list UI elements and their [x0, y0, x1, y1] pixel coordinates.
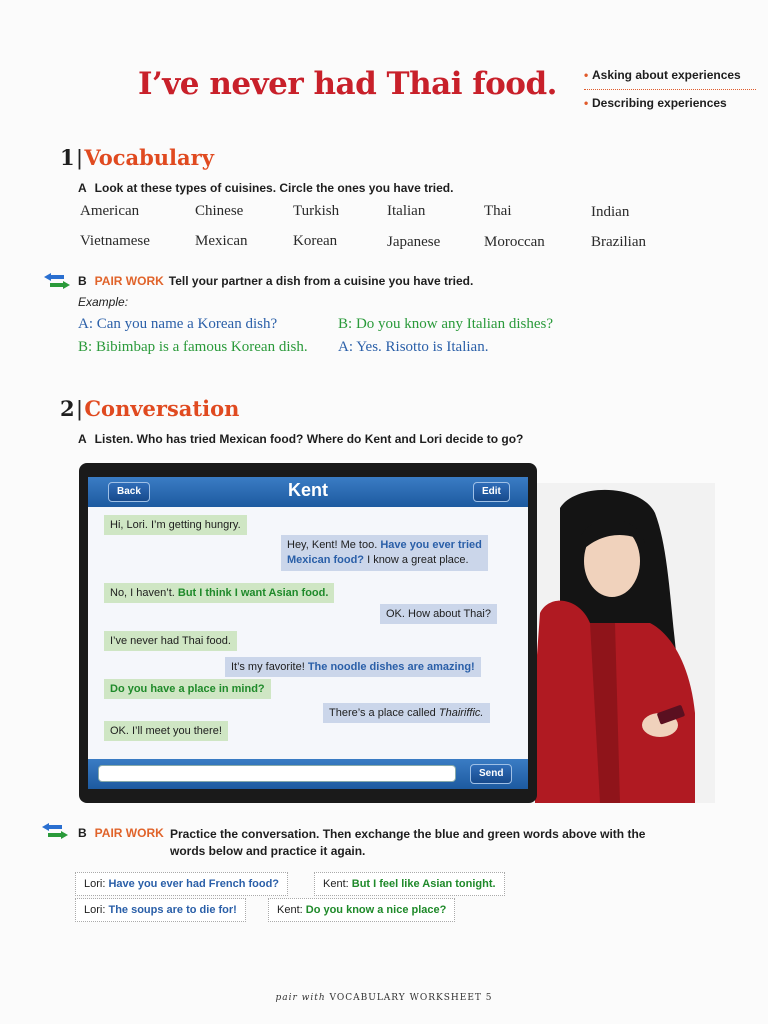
cuisine-item[interactable]: Brazilian [591, 234, 646, 250]
chat-message-left: No, I haven’t. But I think I want Asian food. [104, 583, 334, 603]
chat-message-right: Hey, Kent! Me too. Have you ever tried Mexican food? I know a great place. [281, 535, 488, 571]
chat-message-right: It’s my favorite! The noodle dishes are amazing! [225, 657, 481, 677]
message-input[interactable] [98, 765, 456, 782]
substitution-box-kent-1: Kent: But I feel like Asian tonight. [314, 872, 505, 896]
objective-divider [584, 89, 756, 90]
chat-message-left: I’ve never had Thai food. [104, 631, 237, 651]
vocabulary-instruction-b: B PAIR WORK Tell your partner a dish from a cuisine you have tried. [78, 274, 474, 288]
example-label: Example: [78, 295, 129, 309]
back-button[interactable]: Back [108, 482, 150, 502]
conversation-instruction-a: A Listen. Who has tried Mexican food? Where do Kent and Lori decide to go? [78, 432, 524, 446]
cuisine-item[interactable]: Moroccan [484, 234, 545, 250]
lesson-objectives [584, 68, 759, 110]
example-line: B: Do you know any Italian dishes? [338, 316, 553, 332]
substitution-box-kent-2: Kent: Do you know a nice place? [268, 898, 455, 922]
cuisine-item[interactable]: Turkish [293, 203, 340, 219]
example-line: A: Can you name a Korean dish? [78, 316, 278, 332]
send-button[interactable]: Send [470, 764, 512, 784]
chat-message-left: OK. I’ll meet you there! [104, 721, 228, 741]
cuisine-item[interactable]: Thai [484, 203, 512, 219]
chat-header-bar [88, 477, 528, 507]
chat-phone [79, 463, 537, 803]
section-number: 2 [60, 396, 75, 421]
cuisine-item[interactable]: Vietnamese [80, 233, 150, 249]
conversation-instruction-b: Practice the conversation. Then exchange the blue and green words above with the words below and practice it again. [170, 827, 646, 858]
section-number: 1 [60, 145, 75, 170]
section-conversation-header: 2 | Conversation [60, 396, 240, 421]
objective-2: • Describing experiences [584, 96, 727, 110]
lesson-title: I’ve never had Thai food. [138, 66, 557, 102]
cuisine-item[interactable]: Indian [591, 204, 630, 220]
section-title: Conversation [84, 396, 240, 421]
cuisine-item[interactable]: American [80, 203, 140, 219]
cuisine-item[interactable]: Mexican [195, 233, 248, 249]
chat-message-right: There’s a place called Thairiffic. [323, 703, 490, 723]
example-line: A: Yes. Risotto is Italian. [338, 339, 489, 355]
woman-with-phone-image [520, 483, 715, 803]
chat-messages [88, 507, 528, 759]
objective-1: • Asking about experiences [584, 68, 741, 82]
pair-work-icon [42, 823, 68, 839]
conversation-instruction-b-label: B PAIR WORK [78, 826, 164, 840]
cuisine-item[interactable]: Korean [293, 233, 338, 249]
chat-message-left: Hi, Lori. I’m getting hungry. [104, 515, 247, 535]
substitution-box-lori-1: Lori: Have you ever had French food? [75, 872, 288, 896]
pair-work-icon [44, 273, 70, 289]
chat-contact-name: Kent [288, 480, 328, 500]
vocabulary-instruction-a: A Look at these types of cuisines. Circle the ones you have tried. [78, 181, 454, 195]
edit-button[interactable]: Edit [473, 482, 510, 502]
example-line: B: Bibimbap is a famous Korean dish. [78, 339, 308, 355]
chat-message-right: OK. How about Thai? [380, 604, 497, 624]
cuisine-item[interactable]: Italian [387, 203, 426, 219]
section-vocabulary-header: 1 | Vocabulary [60, 145, 214, 170]
section-title: Vocabulary [84, 145, 214, 170]
chat-input-bar [88, 759, 528, 789]
cuisine-item[interactable]: Japanese [387, 234, 441, 250]
page-footer: pair with VOCABULARY WORKSHEET 5 [275, 993, 493, 1003]
chat-message-left: Do you have a place in mind? [104, 679, 271, 699]
substitution-box-lori-2: Lori: The soups are to die for! [75, 898, 246, 922]
chat-screen [88, 477, 528, 789]
cuisine-item[interactable]: Chinese [195, 203, 244, 219]
